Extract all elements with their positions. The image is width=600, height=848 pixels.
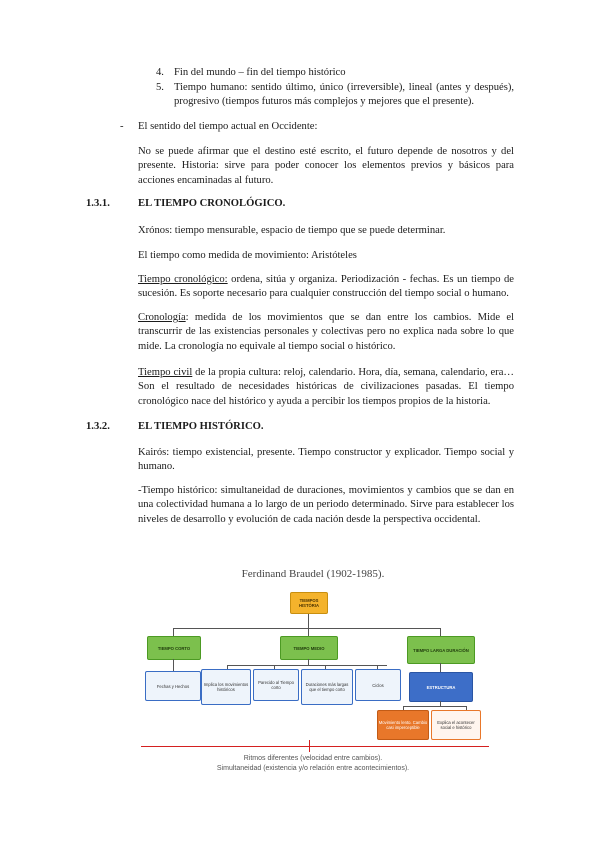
medio-child-node: Duraciones más largas que el tiempo corto bbox=[301, 669, 353, 705]
root-node: TIEMPOS HISTÓRIA bbox=[290, 592, 328, 614]
medio-child-node: Parecido al Tiempo corto bbox=[253, 669, 299, 701]
list-item-text: Fin del mundo – fin del tiempo histórico bbox=[174, 67, 346, 78]
bullet-text: El sentido del tiempo actual en Occidente: bbox=[138, 121, 318, 132]
term: Tiempo cronológico: bbox=[138, 274, 228, 285]
paragraph: El tiempo como medida de movimiento: Aristóteles bbox=[138, 250, 357, 261]
braudel-diagram bbox=[137, 568, 489, 778]
paragraph-cronologico bbox=[138, 273, 514, 302]
paragraph-cronologia bbox=[138, 311, 514, 354]
tiempo-medio-node: TIEMPO MEDIO bbox=[280, 636, 338, 660]
caption-simultaneidad: Simultaneidad (existencia y/o relación entre acontecimientos). bbox=[216, 765, 410, 772]
timeline-marker bbox=[309, 740, 310, 752]
bullet-marker: - bbox=[120, 121, 124, 132]
definition: : medida de los movimientos que se dan entre los cambios. Mide el transcurrir de las existencias personales y colectivas pero no explica nada sobre lo que mide. La cronología no equivale al tiempo social o histórico. bbox=[138, 312, 514, 352]
definition: ordena, sitúa y organiza. Periodización - fechas. Es un tiempo de sucesión. Es soporte necesario para cualquier construcción del tiempo social o humano. bbox=[138, 274, 514, 300]
medio-child-node: Ciclos bbox=[355, 669, 401, 701]
timeline-line bbox=[141, 746, 489, 747]
term: Tiempo civil bbox=[138, 367, 193, 378]
paragraph-civil bbox=[138, 366, 514, 409]
paragraph: Kairós: tiempo existencial, presente. Tiempo constructor y explicador. Tiempo social y humano. bbox=[138, 447, 514, 473]
estructura-child-node: Movimiento lento. Cambio casi imperceptible bbox=[377, 710, 429, 740]
term: Cronología bbox=[138, 312, 186, 323]
list-item-text: Tiempo humano: sentido último, único (irreversible), lineal (antes y después), progresivo (tiempos futuros más complejos y mejores que el presente). bbox=[174, 82, 514, 108]
section-title: EL TIEMPO HISTÓRICO. bbox=[138, 421, 264, 432]
medio-child-node: Implica los movimientos históricos bbox=[201, 669, 251, 705]
estructura-child-node: Explica el acontecer social e histórico bbox=[431, 710, 481, 740]
definition: de la propia cultura: reloj, calendario. Hora, día, semana, calendario, era… Son el resultado de necesidades históricas de civilizaciones pasadas. El tiempo cronológico nace del histórico y ayuda a percibir los tiempos propios de la historia. bbox=[138, 367, 514, 407]
tiempo-corto-node: TIEMPO CORTO bbox=[147, 636, 201, 660]
list-item-number: 4. bbox=[156, 67, 164, 78]
section-number: 1.3.1. bbox=[86, 198, 110, 209]
bullet-paragraph: No se puede afirmar que el destino esté escrito, el futuro depende de nosotros y del presente. Historia: sirve para poder conocer los elementos previos y básicos para acciones encaminadas al futuro. bbox=[138, 146, 514, 186]
paragraph: -Tiempo histórico: simultaneidad de duraciones, movimientos y cambios que se dan en una colectividad humana a lo largo de un periodo determinado. Sirve para establecer los niveles de desarrollo y evolución de cada nación desde la perspectiva occidental. bbox=[138, 485, 514, 525]
section-number: 1.3.2. bbox=[86, 421, 110, 432]
tiempo-largo-node: TIEMPO LARGA DURACIÓN bbox=[407, 636, 475, 664]
caption-ritmos: Ritmos diferentes (velocidad entre cambios). bbox=[243, 755, 383, 762]
list-item-number: 5. bbox=[156, 82, 164, 93]
fechas-node: Fechas y Hechos bbox=[145, 671, 201, 701]
section-title: EL TIEMPO CRONOLÓGICO. bbox=[138, 198, 286, 209]
paragraph: Xrónos: tiempo mensurable, espacio de tiempo que se puede determinar. bbox=[138, 225, 446, 236]
figure-title: Ferdinand Braudel (1902-1985). bbox=[241, 568, 385, 580]
estructura-node: ESTRUCTURA bbox=[409, 672, 473, 702]
